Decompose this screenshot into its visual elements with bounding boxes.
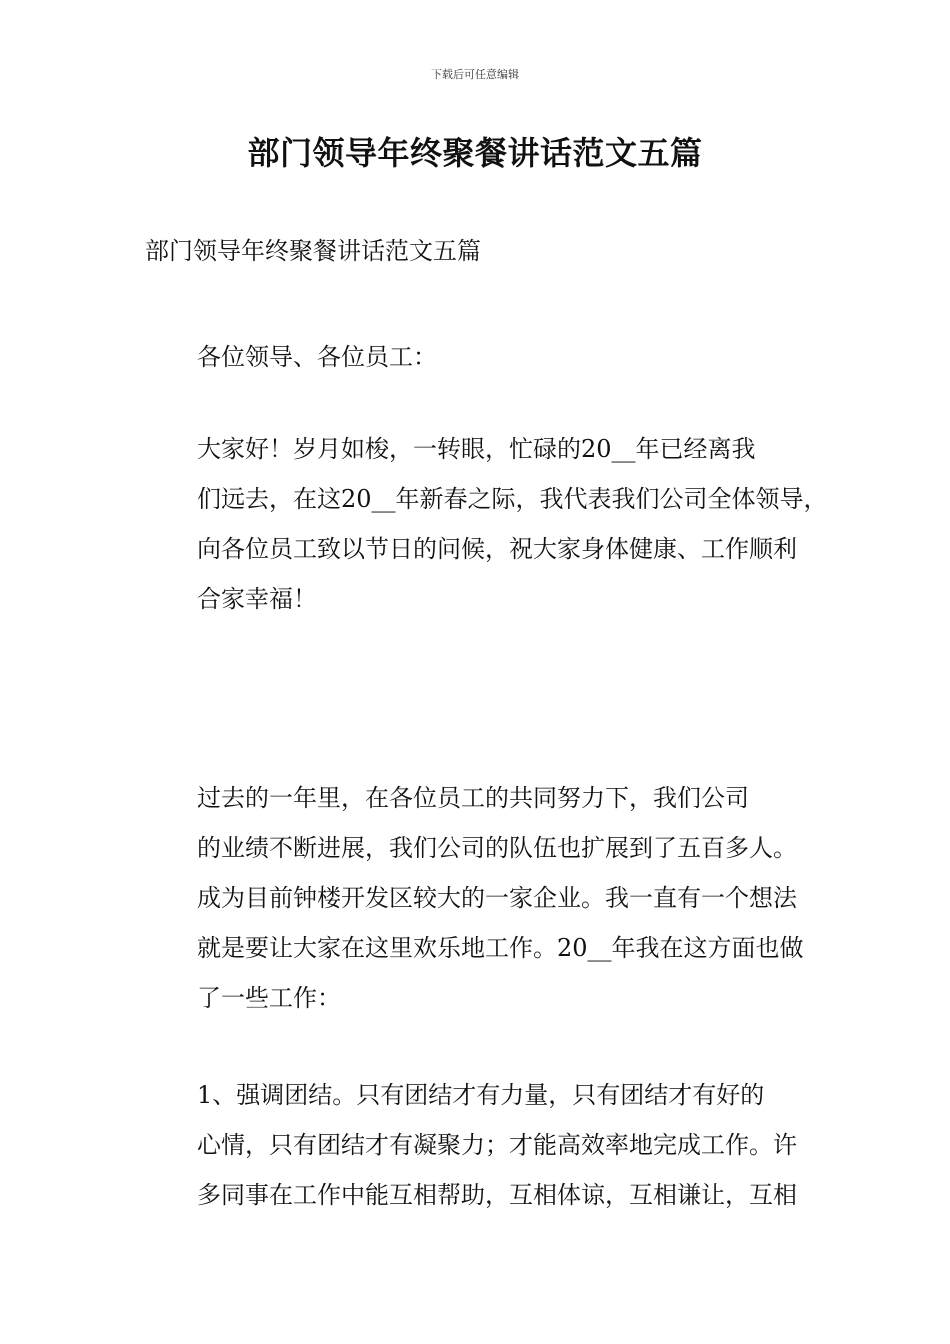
paragraph-line: 大家好！岁月如梭，一转眼，忙碌的20__年已经离我	[197, 435, 756, 463]
paragraph-line: 就是要让大家在这里欢乐地工作。20__年我在这方面也做	[197, 934, 804, 962]
greeting-line: 各位领导、各位员工：	[197, 343, 437, 371]
paragraph-line: 了一些工作：	[197, 984, 341, 1012]
document-subtitle: 部门领导年终聚餐讲话范文五篇	[145, 237, 481, 265]
header-note: 下载后可任意编辑	[431, 68, 519, 81]
paragraph-line: 向各位员工致以节日的问候，祝大家身体健康、工作顺利	[197, 535, 797, 563]
paragraph-line: 心情，只有团结才有凝聚力；才能高效率地完成工作。许	[197, 1131, 797, 1159]
paragraph-line: 1、强调团结。只有团结才有力量，只有团结才有好的	[197, 1081, 765, 1109]
paragraph-line: 成为目前钟楼开发区较大的一家企业。我一直有一个想法	[197, 884, 797, 912]
paragraph-line: 多同事在工作中能互相帮助，互相体谅，互相谦让，互相	[197, 1181, 797, 1209]
paragraph-line: 的业绩不断进展，我们公司的队伍也扩展到了五百多人。	[197, 834, 797, 862]
paragraph-1	[145, 424, 828, 624]
paragraph-line: 过去的一年里，在各位员工的共同努力下，我们公司	[197, 784, 749, 812]
paragraph-3	[145, 1070, 817, 1220]
paragraph-line: 合家幸福！	[197, 585, 317, 613]
paragraph-line: 们远去，在这20__年新春之际，我代表我们公司全体领导，	[197, 485, 828, 513]
document-title: 部门领导年终聚餐讲话范文五篇	[247, 134, 703, 172]
paragraph-2	[145, 773, 817, 1023]
